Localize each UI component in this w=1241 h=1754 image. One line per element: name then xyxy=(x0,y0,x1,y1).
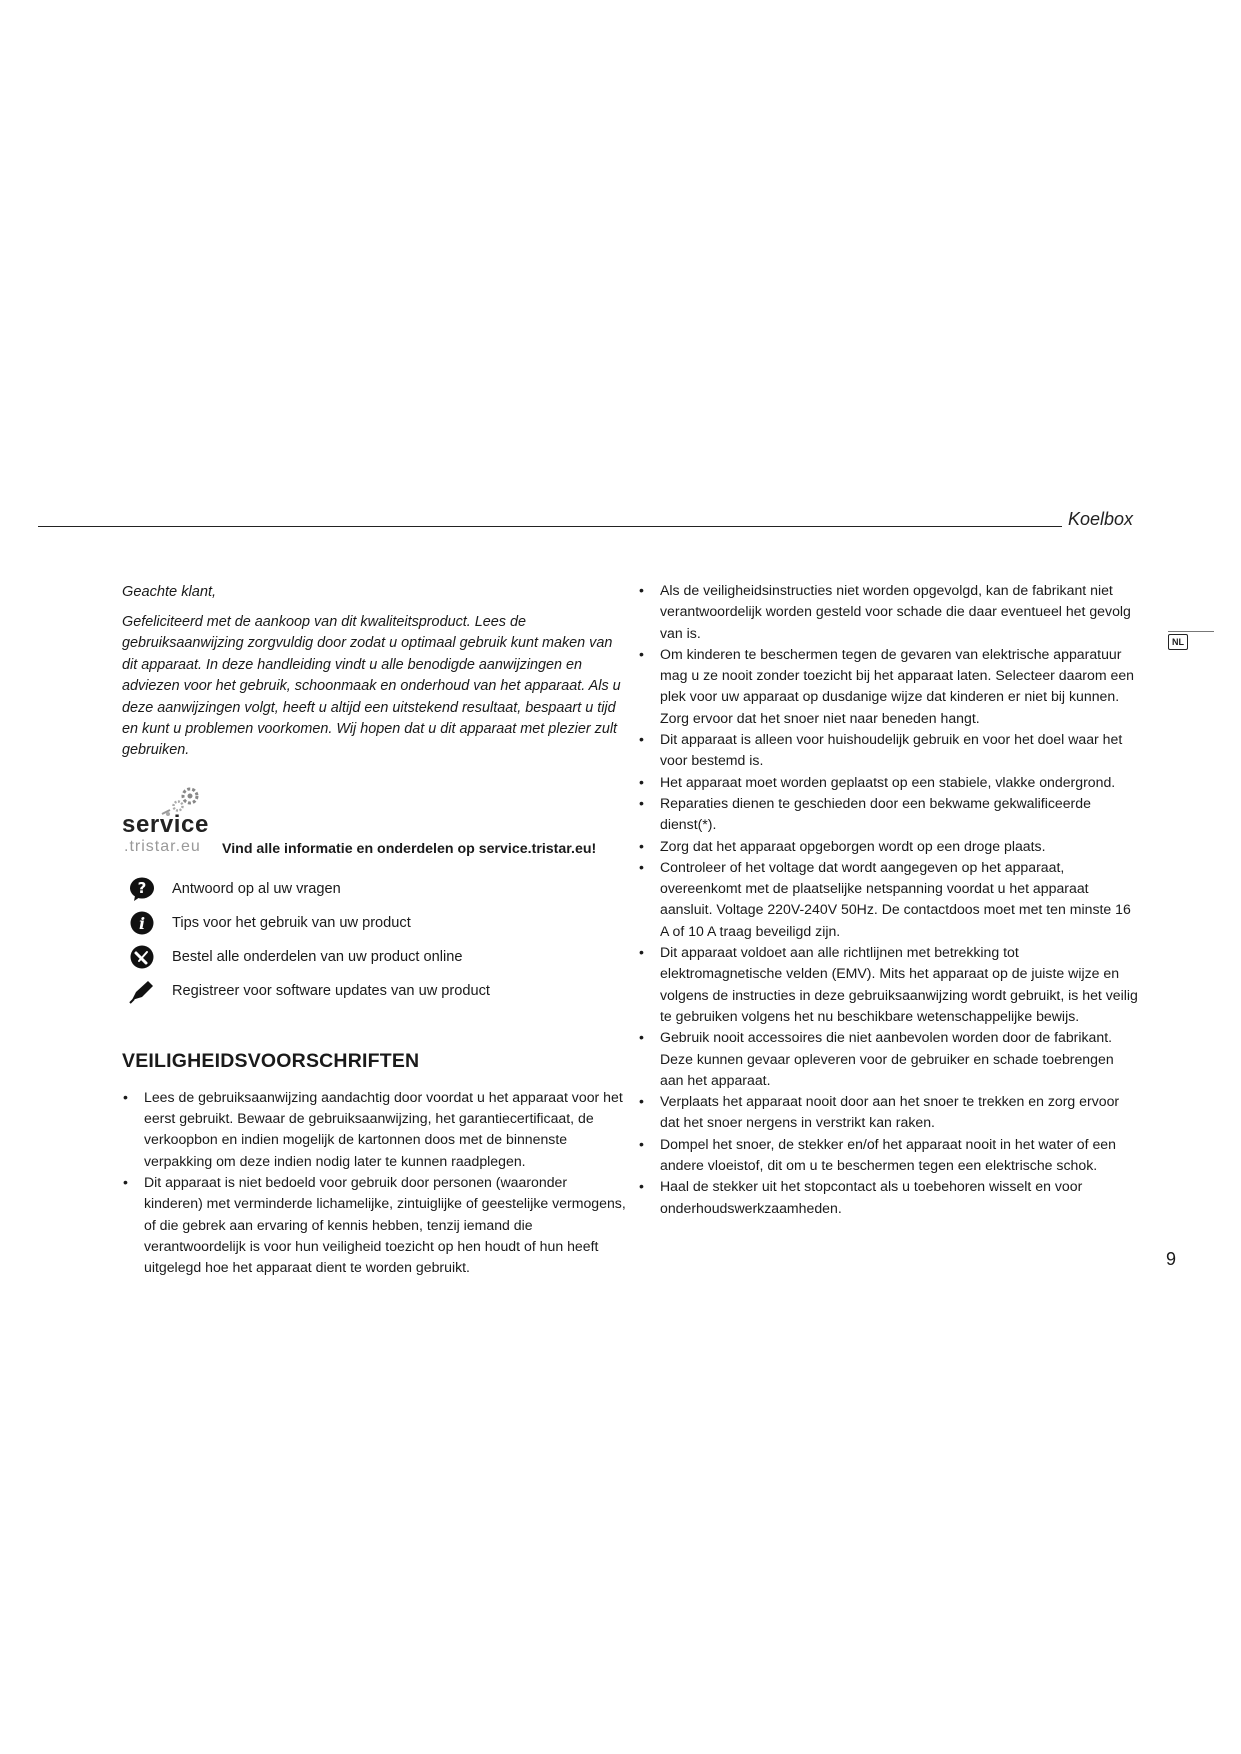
feature-label: Antwoord op al uw vragen xyxy=(172,880,341,897)
question-icon xyxy=(128,875,156,903)
left-column xyxy=(122,580,628,1279)
list-item: • Verplaats het apparaat nooit door aan het snoer te trekken en zorg ervoor dat het snoer nergens in verstrikt kan raken. xyxy=(638,1091,1138,1134)
list-item: • Dit apparaat is alleen voor huishoudelijk gebruik en voor het doel waar het voor bestemd is. xyxy=(638,729,1138,772)
info-icon xyxy=(128,909,156,937)
list-item: • Dit apparaat is niet bedoeld voor gebruik door personen (waaronder kinderen) met verminderde lichamelijke, zintuiglijke of geestelijke vermogens, of die gebrek aan ervaring of kennis hebben, tenzij iemand die verantwoordelijk is voor hun veiligheid toezicht op hen houdt of hun heeft uitgelegd hoe het apparaat dient te worden gebruikt. xyxy=(122,1172,628,1278)
list-item: • Controleer of het voltage dat wordt aangegeven op het apparaat, overeenkomt met de plaatselijke netspanning voordat u het apparaat aansluit. Voltage 220V-240V 50Hz. De contactdoos moet met ten minste 16 A of 10 A traag beveiligd zijn. xyxy=(638,857,1138,942)
safety-list-left xyxy=(122,1087,628,1279)
service-logo-word: service xyxy=(122,810,209,838)
feature-item-register xyxy=(122,974,628,1008)
list-item: • Dompel het snoer, de stekker en/of het apparaat nooit in het water of een andere vloeistof, dit om u te beschermen tegen een elektrische schok. xyxy=(638,1134,1138,1177)
right-column xyxy=(638,580,1138,1219)
greeting: Geachte klant, xyxy=(122,584,217,600)
feature-label: Tips voor het gebruik van uw product xyxy=(172,914,411,931)
svg-text:?: ? xyxy=(137,878,147,897)
header-rule xyxy=(38,526,1062,527)
feature-item-tips xyxy=(122,906,628,940)
list-item: • Haal de stekker uit het stopcontact als u toebehoren wisselt en voor onderhoudswerkzaamheden. xyxy=(638,1176,1138,1219)
service-tagline: Vind alle informatie en onderdelen op service.tristar.eu! xyxy=(222,840,597,857)
feature-label: Registreer voor software updates van uw product xyxy=(172,982,490,999)
service-banner xyxy=(122,784,628,866)
tools-icon xyxy=(128,943,156,971)
svg-text:i: i xyxy=(138,913,146,933)
feature-item-parts xyxy=(122,940,628,974)
list-item: • Lees de gebruiksaanwijzing aandachtig door voordat u het apparaat voor het eerst gebruikt. Bewaar de gebruiksaanwijzing, het garantiecertificaat, de verkoopbon en indien mogelijk de kartonnen doos met de binnenste verpakking om deze indien nodig later te kunnen raadplegen. xyxy=(122,1087,628,1172)
list-item: • Zorg dat het apparaat opgeborgen wordt op een droge plaats. xyxy=(638,836,1138,857)
list-item: • Reparaties dienen te geschieden door een bekwame gekwalificeerde dienst(*). xyxy=(638,793,1138,836)
feature-label: Bestel alle onderdelen van uw product online xyxy=(172,948,463,965)
list-item: • Als de veiligheidsinstructies niet worden opgevolgd, kan de fabrikant niet verantwoordelijk worden gesteld voor schade die daar eventueel het gevolg van is. xyxy=(638,580,1138,644)
pen-icon xyxy=(128,977,156,1005)
list-item: • Dit apparaat voldoet aan alle richtlijnen met betrekking tot elektromagnetische velden (EMV). Mits het apparaat op de juiste wijze en volgens de instructies in deze gebruiksaanwijzing wordt gebruikt, is het veilig te gebruiken volgens het nu beschikbare wetenschappelijke bewijs. xyxy=(638,942,1138,1027)
feature-item-questions xyxy=(122,872,628,906)
header-title: Koelbox xyxy=(1068,509,1134,529)
list-item: • Het apparaat moet worden geplaatst op een stabiele, vlakke ondergrond. xyxy=(638,772,1138,793)
section-title: VEILIGHEIDSVOORSCHRIFTEN xyxy=(122,1049,420,1072)
safety-list-right xyxy=(638,580,1138,1219)
page-number: 9 xyxy=(1166,1249,1177,1269)
list-item: • Gebruik nooit accessoires die niet aanbevolen worden door de fabrikant. Deze kunnen gevaar opleveren voor de gebruiker en schade toebrengen aan het apparaat. xyxy=(638,1027,1138,1091)
language-tab-rule xyxy=(1168,631,1214,632)
service-feature-list xyxy=(122,872,628,1008)
list-item: • Om kinderen te beschermen tegen de gevaren van elektrische apparatuur mag u ze nooit zonder toezicht bij het apparaat laten. Selecteer daarom een plek voor uw apparaat op dusdanige wijze dat kinderen er niet bij kunnen. Zorg ervoor dat het snoer niet naar beneden hangt. xyxy=(638,644,1138,729)
language-tab: NL xyxy=(1168,634,1188,650)
service-logo-domain: .tristar.eu xyxy=(124,837,201,855)
intro-paragraph: Gefeliciteerd met de aankoop van dit kwaliteitsproduct. Lees de gebruiksaanwijzing zorgvuldig door zodat u optimaal gebruik kunt maken van dit apparaat. In deze handleiding vindt u alle benodigde aanwijzingen en adviezen voor het gebruik, schoonmaak en onderhoud van het apparaat. Als u deze aanwijzingen volgt, heeft u altijd een uitstekend resultaat, bespaart u tijd en kunt u problemen voorkomen. Wij hopen dat u dit apparaat met plezier zult gebruiken. xyxy=(122,614,621,759)
